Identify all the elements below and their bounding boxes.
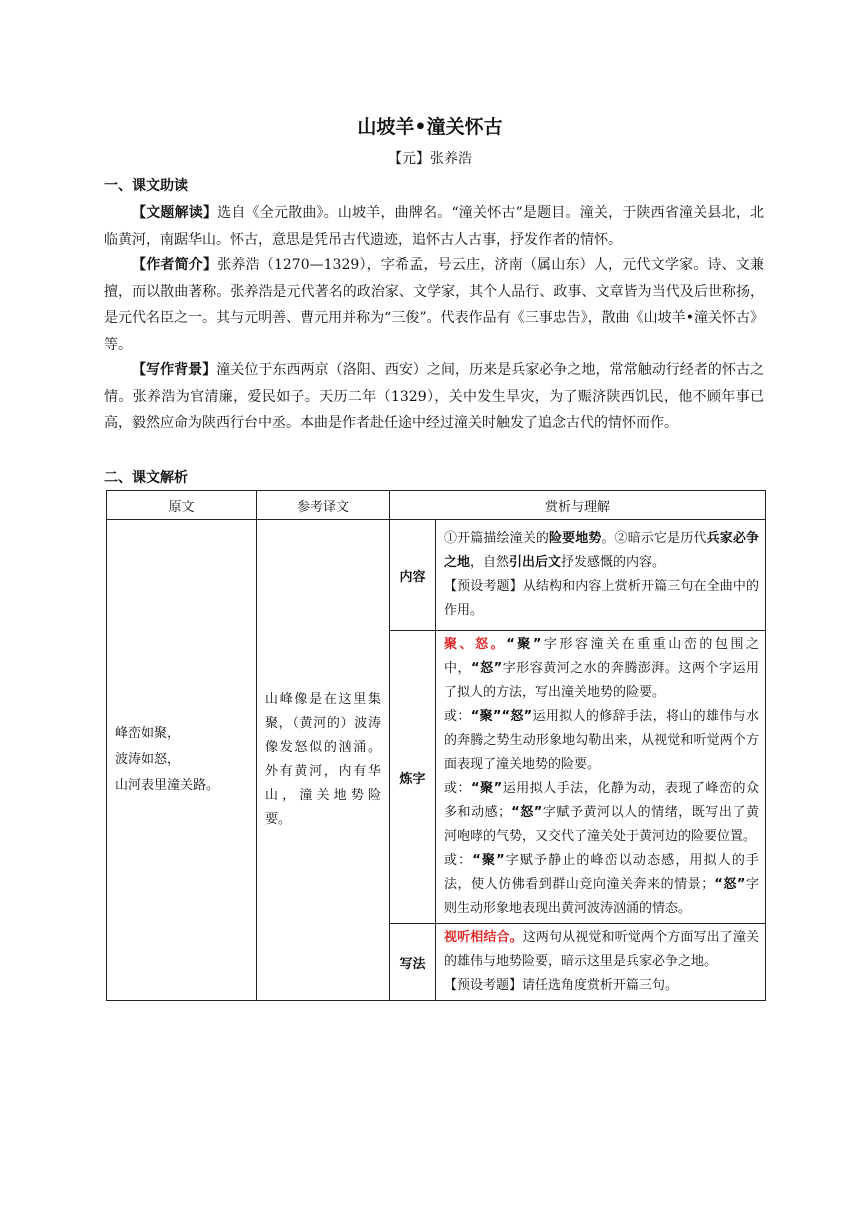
analysis-content-cell [436,520,766,631]
original-line: 峰峦如聚， [115,726,181,741]
text-run: 。②暗示它是历代 [601,531,707,546]
text-run: 这两句从视觉和听觉两个方面写出了潼关的雄伟与地势险要，暗示这里是兵家必争之地。 [444,930,759,969]
text-run: 字赋予黄河以人的情绪，既写出了黄河咆哮的气势，又交代了潼关处于黄河边的险要位置。 [444,805,759,844]
bold-phrase: “聚” [471,781,503,796]
paragraph-label: 【写作背景】 [132,362,217,378]
highlight-red: 聚、怒。 [444,637,507,652]
text-run: 或： [444,781,472,796]
paragraph-text: 选自《全元散曲》。山坡羊，曲牌名。“潼关怀古”是题目。潼关，于陕西省潼关县北，北临黄河，南踞华山。怀古，意思是凭吊古代遗迹，追怀古人古事，抒发作者的情怀。 [104,205,765,248]
text-run: 字形容潼关在重重山峦的包围之中， [444,637,759,676]
text-run: ，自然 [470,555,510,570]
author-line: 【元】张养浩 [388,151,472,167]
text-run: ①开篇描绘潼关的 [444,531,550,546]
bold-phrase: “怒” [511,805,543,820]
bold-phrase: 兵家必争之地 [444,531,759,570]
original-text-cell [107,520,257,1001]
header-original: 原文 [107,491,257,520]
text-run: 或： [444,853,473,868]
original-line: 山河表里潼关路。 [115,778,220,793]
translation-cell: 山峰像是在这里集聚，（黄河的）波涛像发怒似的汹涌。外有黄河，内有华山，潼关地势险要。 [257,520,390,1001]
paragraph-label: 【文题解读】 [132,205,218,221]
paragraph-author-intro [104,252,764,358]
table-row [107,520,766,631]
exam-question: 【预设考题】请任选角度赏析开篇三句。 [444,978,679,993]
bold-phrase: “怒” [501,709,533,724]
table-header-row [107,491,766,520]
header-translation: 参考译文 [257,491,390,520]
bold-phrase: 险要地势 [549,531,602,546]
analysis-table [106,490,766,1001]
text-run: 抒发感慨的内容。 [561,555,666,570]
row-label-content: 内容 [390,520,436,631]
section-heading-reading-guide: 一、课文助读 [104,178,188,194]
text-run: 字形容黄河之水的奔腾澎湃。这两个字运用了拟人的方法，写出潼关地势的险要。 [444,661,759,700]
bold-phrase: “怒” [471,661,503,676]
analysis-technique-cell [436,924,766,1001]
text-run: 运用拟人手法，化静为动，表现了峰峦的众多和动感； [444,781,759,820]
paragraph-title-interpretation [104,200,764,253]
header-appreciation: 赏析与理解 [390,491,766,520]
analysis-wording-cell [436,631,766,924]
paragraph-text: 潼关位于东西两京（洛阳、西安）之间，历来是兵家必争之地，常常触动行经者的怀古之情。张养浩为官清廉，爱民如子。天历二年（1329），关中发生旱灾，为了赈济陕西饥民，他不顾年事已高，毅然应命为陕西行台中丞。本曲是作者赴任途中经过潼关时触发了追念古代的情怀而作。 [104,362,765,431]
text-run: 字赋予静止的峰峦以动态感，用拟人的手法，使人仿佛看到群山竞向潼关奔来的情景； [444,853,759,892]
bold-phrase: “聚” [472,853,505,868]
highlight-red: 视听相结合。 [444,930,523,945]
text-run: 运用拟人的修辞手法，将山的雄伟与水的奔腾之势生动形象地勾勒出来，从视觉和听觉两个方面表现了潼关地势的险要。 [444,709,759,772]
bold-phrase: “聚” [470,709,502,724]
document-title: 山坡羊•潼关怀古 [357,116,503,138]
paragraph-text: 张养浩（1270—1329），字希孟，号云庄，济南（属山东）人，元代文学家。诗、文兼擅，而以散曲著称。张养浩是元代著名的政治家、文学家，其个人品行、政事、文章皆为当代及后世称扬，是元代名臣之一。其与元明善、曹元用并称为“三俊”。代表作品有《三事忠告》，散曲《山坡羊•潼关怀古》等。 [104,257,765,353]
paragraph-label: 【作者简介】 [132,257,218,273]
bold-phrase: “聚” [506,637,542,652]
text-run: 字则生动形象地表现出黄河波涛汹涌的情态。 [444,877,759,916]
row-label-wording: 炼字 [390,631,436,924]
paragraph-writing-background [104,357,764,437]
row-label-technique: 写法 [390,924,436,1001]
text-run: 或： [444,709,471,724]
bold-phrase: 引出后文 [509,555,562,570]
exam-question: 【预设考题】从结构和内容上赏析开篇三句在全曲中的作用。 [444,579,759,618]
original-line: 波涛如怒， [115,752,181,767]
bold-phrase: “怒” [714,877,746,892]
section-heading-text-analysis: 二、课文解析 [104,470,188,486]
